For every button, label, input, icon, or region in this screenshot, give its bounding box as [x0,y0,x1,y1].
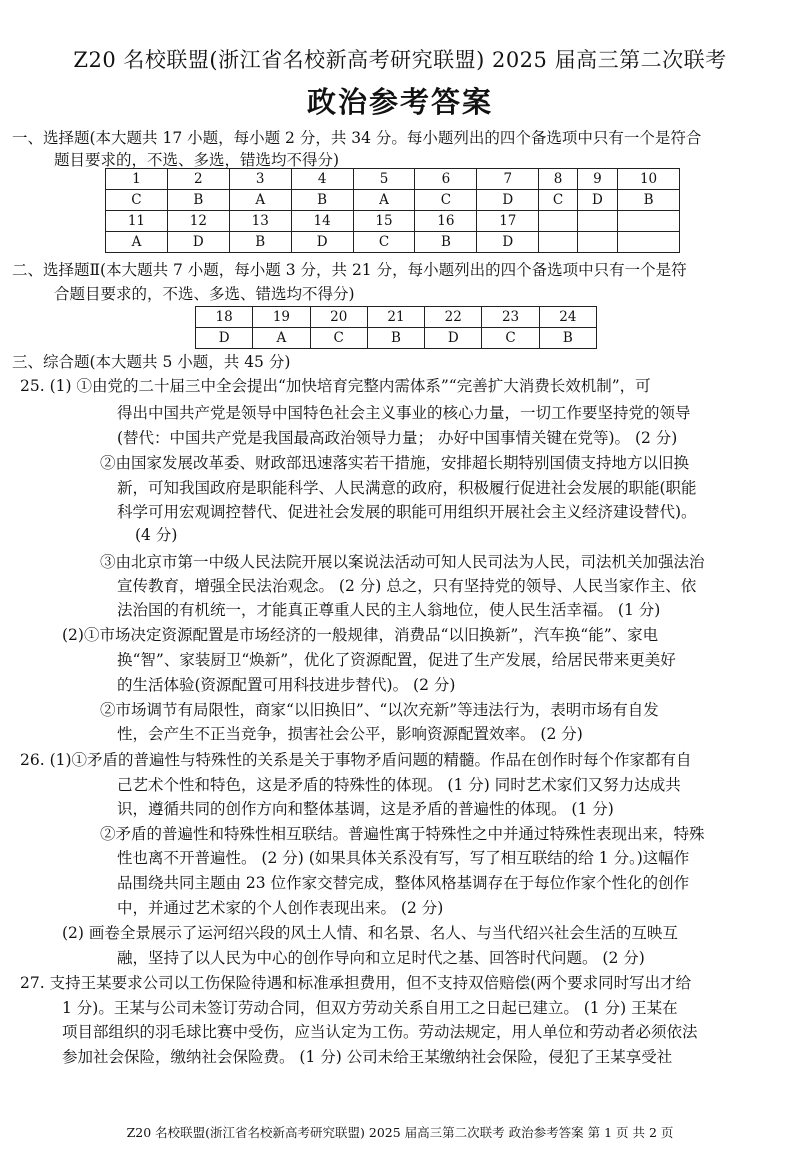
q26-1-line-4: ②矛盾的普遍性和特殊性相互联结。普遍性寓于特殊性之中并通过特殊性表现出来，特殊 [100,825,705,843]
section1-row [106,211,680,232]
section2-heading-cont: 合题目要求的，不选、多选、错选均不得分) [54,285,355,303]
section1-question-number: 1 [106,169,168,190]
section1-question-number: 4 [291,169,353,190]
section1-answer-cell: C [415,190,477,211]
q27-line-1: 27. 支持王某要求公司以工伤保险待遇和标准承担费用，但不支持双倍赔偿(两个要求同时写出才给 [20,974,692,992]
q27-line-2: 1 分)。王某与公司未签订劳动合同，但双方劳动关系自用工之日起已建立。 (1 分) 王某在 [62,999,678,1017]
section2-answer-table [195,306,597,349]
section1-question-number: 13 [229,211,291,232]
section2-question-number: 23 [482,307,539,328]
section1-answer-cell: B [415,232,477,253]
section1-question-number: 5 [353,169,415,190]
section1-answer-cell [618,232,680,253]
section1-question-number: 8 [539,169,578,190]
section1-question-number: 11 [106,211,168,232]
section2-answer-cell: D [425,328,482,349]
q27-line-3: 项目部组织的羽毛球比赛中受伤，应当认定为工伤。劳动法规定，用人单位和劳动者必须依法 [62,1023,698,1041]
section1-answer-table [105,168,680,253]
q26-2-line-2: 融，坚持了以人民为中心的创作导向和立足时代之基、回答时代问题。 (2 分) [117,949,645,967]
section2-heading: 二、选择题Ⅱ(本大题共 7 小题，每小题 3 分，共 21 分，每小题列出的四个备选项中只有一个是符 [12,261,687,279]
section1-question-number: 16 [415,211,477,232]
q25-2-line-3: 的生活体验(资源配置可用科技进步替代)。 (2 分) [117,676,456,694]
section1-answer-cell: D [477,232,539,253]
section1-question-number: 10 [618,169,680,190]
q25-2-line-2: 换“智”、家装厨卫“焕新”，优化了资源配置，促进了生产发展，给居民带来更美好 [117,651,676,669]
section1-answer-cell [577,232,617,253]
section1-question-number: 9 [577,169,617,190]
section1-answer-cell: B [229,232,291,253]
section1-answer-cell: D [577,190,617,211]
q25-1-line-1: 25. (1) ①由党的二十届三中全会提出“加快培育完整内需体系”“完善扩大消费长效机制”，可 [20,377,651,395]
section1-answer-cell: A [106,232,168,253]
section1-question-number: 3 [229,169,291,190]
section1-answer-cell: B [618,190,680,211]
q25-2-line-1: (2)①市场决定资源配置是市场经济的一般规律，消费品“以旧换新”，汽车换“能”、家电 [62,626,659,644]
section1-question-number [618,211,680,232]
section1-question-number: 15 [353,211,415,232]
q26-1-line-7: 中，并通过艺术家的个人创作表现出来。 (2 分) [117,899,444,917]
section2-question-number: 21 [367,307,424,328]
section2-question-number: 22 [425,307,482,328]
q25-1-line-4: ②由国家发展改革委、财政部迅速落实若干措施，安排超长期特别国债支持地方以旧换 [100,454,690,472]
section1-question-number: 14 [291,211,353,232]
section1-answer-cell: A [229,190,291,211]
section1-answer-cell [539,232,578,253]
q25-1-line-2: 得出中国共产党是领导中国特色社会主义事业的核心力量，一切工作要坚持党的领导 [117,404,691,422]
q26-1-line-6: 品围绕共同主题由 23 位作家交替完成，整体风格基调存在于每位作家个性化的创作 [117,874,690,892]
section2-answer-cell: C [482,328,539,349]
section1-answer-cell: D [291,232,353,253]
q26-2-line-1: (2) 画卷全景展示了运河绍兴段的风土人情、和名景、名人、与当代绍兴社会生活的互映互 [62,924,678,942]
q25-1-line-8: ③由北京市第一中级人民法院开展以案说法活动可知人民司法为人民，司法机关加强法治 [100,553,705,571]
section1-question-number: 7 [477,169,539,190]
section2-answer-cell: D [196,328,253,349]
section1-answer-cell: D [477,190,539,211]
q25-1-line-3: (替代：中国共产党是我国最高政治领导力量； 办好中国事情关键在党等)。 (2 分) [117,429,678,447]
section2-question-number: 18 [196,307,253,328]
section1-question-number: 6 [415,169,477,190]
section1-heading-cont: 题目要求的，不选、多选，错选均不得分) [54,151,340,169]
section1-row [106,169,680,190]
page-footer: Z20 名校联盟(浙江省名校新高考研究联盟) 2025 届高三第二次联考 政治参考答案 第 1 页 共 2 页 [126,1125,674,1140]
q26-1-line-1: 26. (1)①矛盾的普遍性与特殊性的关系是关于事物矛盾问题的精髓。作品在创作时每个作家都有自 [20,751,692,769]
section2-row [196,328,597,349]
section2-question-number: 19 [253,307,310,328]
section1-row [106,232,680,253]
section1-answer-cell: A [353,190,415,211]
q25-2-line-5: 性，会产生不正当竞争，损害社会公平，影响资源配置效率。 (2 分) [117,725,583,743]
section2-answer-cell: C [310,328,367,349]
section2-answer-cell: B [367,328,424,349]
section1-answer-cell: B [167,190,229,211]
document-title: 政治参考答案 [306,85,493,119]
q25-1-line-7: (4 分) [135,526,178,544]
section1-answer-cell: C [353,232,415,253]
q25-2-line-4: ②市场调节有局限性，商家“以旧换旧”、“以次充新”等违法行为，表明市场有自发 [100,701,659,719]
section1-answer-cell: C [539,190,578,211]
q25-1-line-6: 科学可用宏观调控替代、促进社会发展的职能可用组织开展社会主义经济建设替代)。 [117,503,697,521]
section1-question-number: 17 [477,211,539,232]
section2-question-number: 20 [310,307,367,328]
q27-line-4: 参加社会保险，缴纳社会保险费。 (1 分) 公司未给王某缴纳社会保险，侵犯了王某享受社 [62,1048,673,1066]
section1-heading: 一、选择题(本大题共 17 小题，每小题 2 分，共 34 分。每小题列出的四个备选项中只有一个是符合 [12,129,702,147]
section1-question-number [577,211,617,232]
q26-1-line-3: 识，遵循共同的创作方向和整体基调，这是矛盾的普遍性的体现。 (1 分) [117,800,614,818]
section2-answer-cell: B [539,328,596,349]
exam-title: Z20 名校联盟(浙江省名校新高考研究联盟) 2025 届高三第二次联考 [73,48,727,72]
section1-answer-cell: D [167,232,229,253]
section2-question-number: 24 [539,307,596,328]
q25-1-line-9: 宣传教育，增强全民法治观念。 (2 分) 总之，只有坚持党的领导、人民当家作主、依 [117,577,697,595]
section1-row [106,190,680,211]
section1-question-number [539,211,578,232]
section3-heading: 三、综合题(本大题共 5 小题，共 45 分) [12,353,291,371]
section2-answer-cell: A [253,328,310,349]
section1-answer-cell: B [291,190,353,211]
section1-question-number: 12 [167,211,229,232]
section1-question-number: 2 [167,169,229,190]
q25-1-line-5: 新，可知我国政府是职能科学、人民满意的政府，积极履行促进社会发展的职能(职能 [117,479,697,497]
q26-1-line-5: 性也离不开普遍性。 (2 分) (如果具体关系没有写，写了相互联结的给 1 分。)这幅作 [117,849,690,867]
q25-1-line-10: 法治国的有机统一，才能真正尊重人民的主人翁地位，使人民生活幸福。 (1 分) [117,601,661,619]
q26-1-line-2: 己艺术个性和特色，这是矛盾的特殊性的体现。 (1 分) 同时艺术家们又努力达成共 [117,776,681,794]
section2-row [196,307,597,328]
section1-answer-cell: C [106,190,168,211]
